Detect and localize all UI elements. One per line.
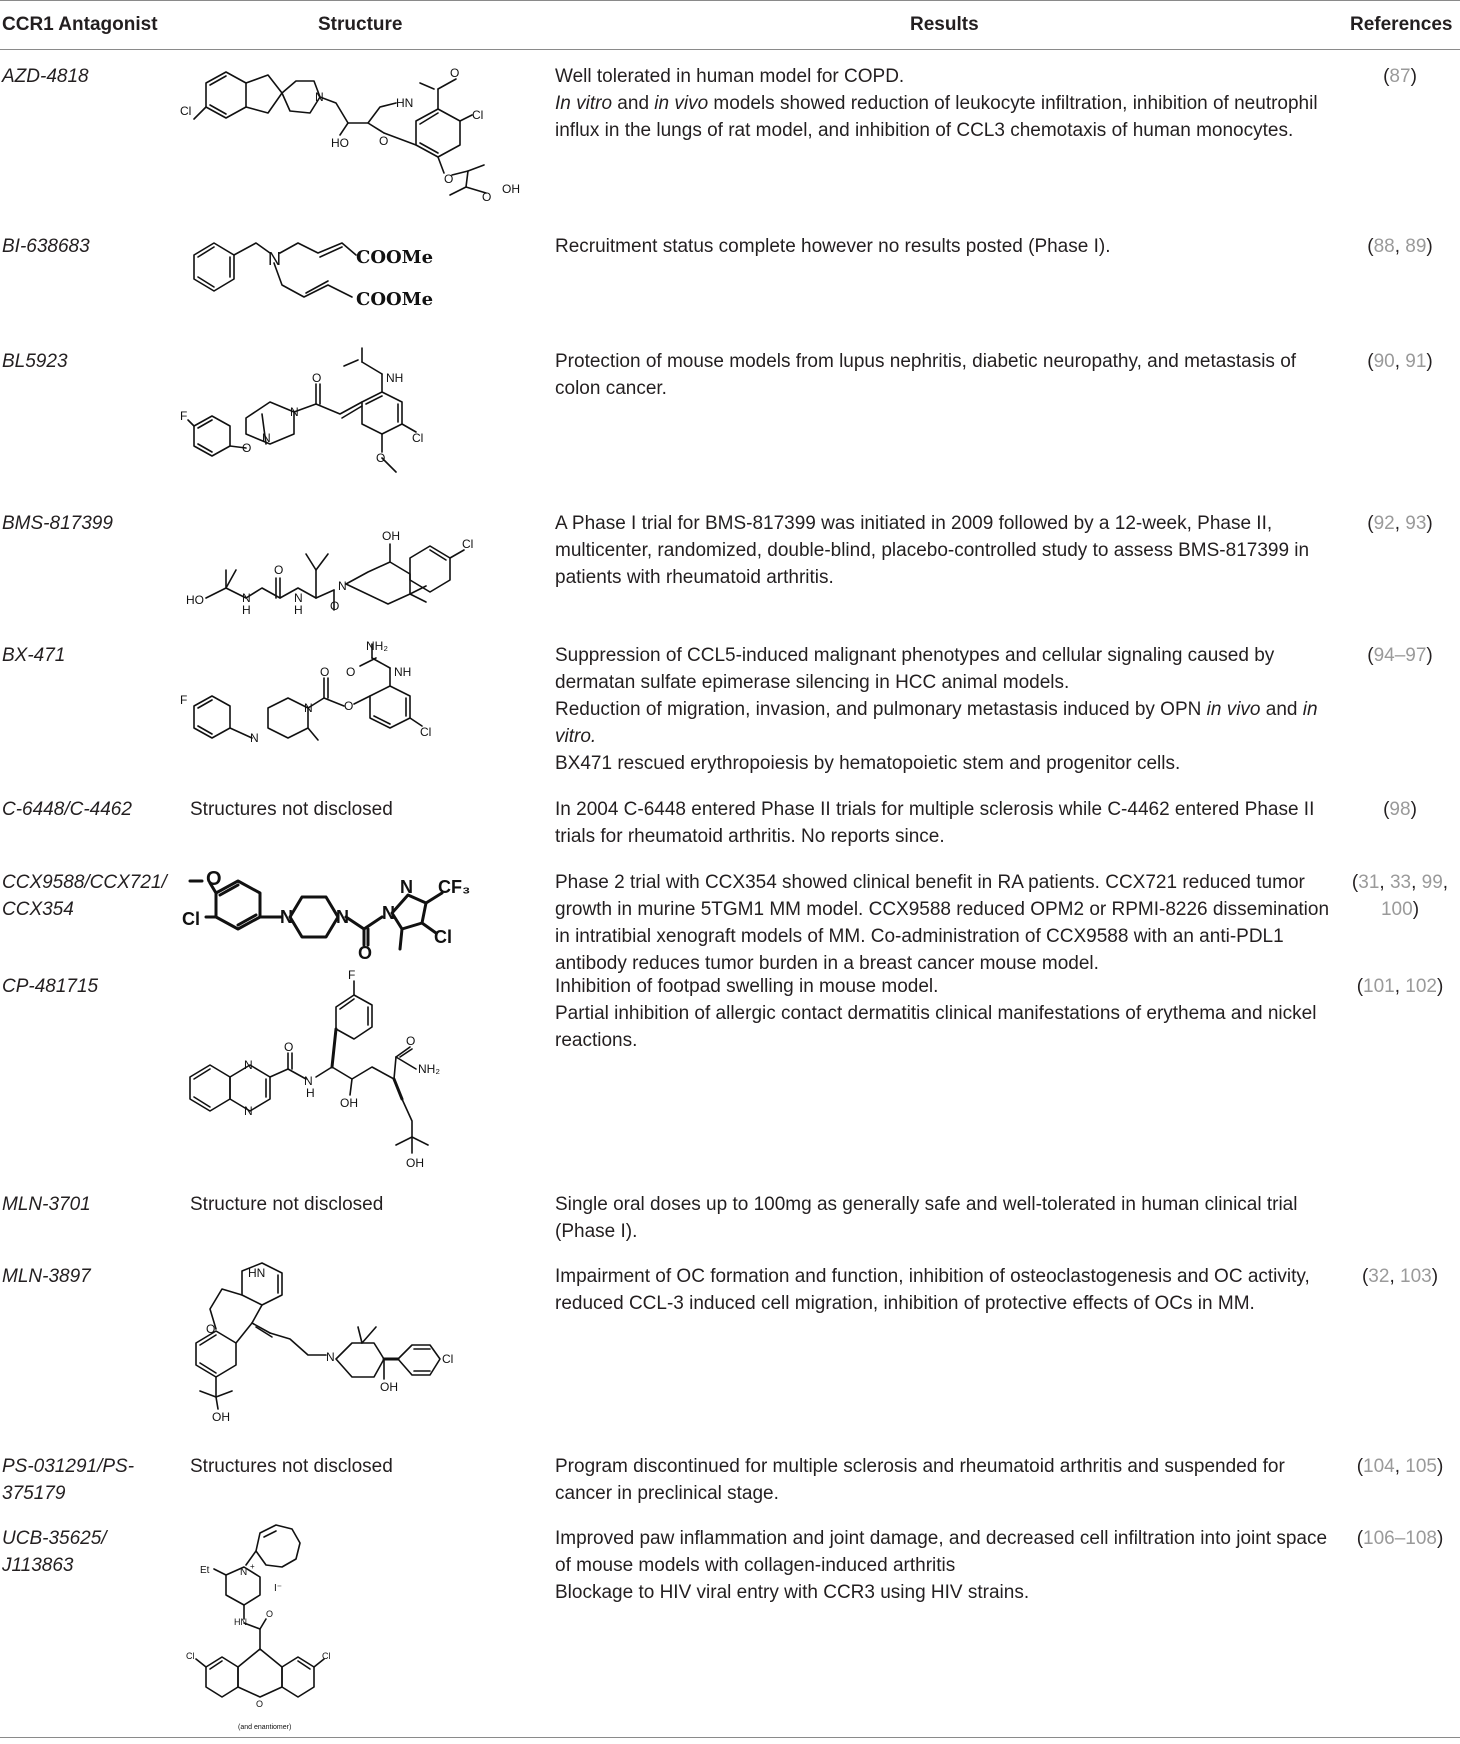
chem-label: Cl	[462, 537, 474, 551]
chem-label: HN	[248, 1266, 266, 1280]
result-text: Inhibition of footpad swelling in mouse model.	[555, 976, 939, 997]
result-text: A Phase I trial for BMS-817399 was initiated in 2009 followed by a 12-week, Phase II, multicenter, randomized, double-blind, placebo-controlled study to assess BMS-817399 in patients with rheumatoid arthritis.	[555, 513, 1310, 588]
chem-label: Cl	[434, 927, 452, 947]
references-cell: (98)	[1383, 799, 1417, 820]
antagonist-name: AZD-4818	[2, 66, 89, 87]
chem-label: N	[250, 731, 259, 745]
chemical-structure-ucb-35625	[186, 1525, 546, 1735]
chem-label: O	[330, 599, 340, 613]
result-text: Improved paw inflammation and joint damage, and decreased cell infiltration into joint space of mouse models with collagen-induced arthritis	[555, 1528, 1328, 1576]
results-cell	[555, 796, 1335, 850]
chemical-structure-bi-638683	[186, 233, 546, 313]
result-text: In 2004 C-6448 entered Phase II trials for multiple sclerosis while C-4462 entered Phase II trials for rheumatoid arthritis. No reports since.	[555, 799, 1315, 847]
structure-azd-4818	[180, 63, 546, 211]
antagonist-name: CP-481715	[2, 976, 99, 997]
chem-label: H	[242, 603, 251, 617]
structure-mln-3897	[186, 1263, 546, 1431]
chem-label: OH	[406, 1156, 424, 1170]
results-cell	[555, 510, 1335, 591]
antagonist-name: BL5923	[2, 351, 68, 372]
structure-ccx	[182, 868, 546, 977]
chemical-structure-mln-3897	[186, 1263, 546, 1423]
top-rule	[0, 0, 1460, 1]
reference-link[interactable]: 90	[1373, 351, 1395, 372]
antagonist-name: BI-638683	[2, 236, 90, 257]
results-cell	[555, 1525, 1335, 1606]
chem-label: OH	[340, 1096, 358, 1110]
references-cell: (92, 93)	[1367, 513, 1433, 534]
chem-label: Cl	[322, 1651, 331, 1661]
result-text: Blockage to HIV viral entry with CCR3 using HIV strains.	[555, 1582, 1030, 1603]
chem-label: Et	[200, 1565, 210, 1576]
chem-label: O	[274, 563, 284, 577]
reference-link[interactable]: 105	[1405, 1456, 1437, 1477]
chem-label: I⁻	[274, 1583, 283, 1594]
chem-label: N	[294, 591, 303, 605]
chem-label: CF₃	[438, 877, 471, 897]
chem-label: N	[315, 90, 324, 104]
chem-label: Cl	[180, 104, 192, 118]
chem-label: OH	[212, 1410, 230, 1424]
header-antagonist: CCR1 Antagonist	[2, 14, 158, 35]
result-text: Reduction of migration, invasion, and pulmonary metastasis induced by OPN in vivo and in vitro.	[555, 699, 1318, 747]
chem-label: Cl	[182, 909, 200, 929]
chem-label: HO	[186, 593, 204, 607]
result-text: Suppression of CCL5-induced malignant phenotypes and cellular signaling caused by dermatan sulfate epimerase silencing in HCC animal models.	[555, 645, 1275, 693]
chem-label: N	[400, 877, 413, 897]
chem-label: N	[290, 405, 299, 419]
chem-label: O	[312, 371, 322, 385]
chemical-structure-azd-4818	[180, 63, 546, 204]
structure-bi-638683	[186, 233, 546, 321]
reference-link[interactable]: 101	[1363, 976, 1395, 997]
structure-text: Structure not disclosed	[190, 1194, 384, 1215]
antagonist-name: MLN-3897	[2, 1266, 91, 1287]
chem-label: O	[376, 451, 386, 465]
chem-label: O	[406, 1034, 416, 1048]
chem-label: N	[244, 1104, 253, 1118]
results-cell	[555, 348, 1335, 402]
chemical-structure-bl5923	[180, 348, 546, 478]
structure-bl5923	[180, 348, 546, 486]
antagonist-name: C-6448/C-4462	[2, 799, 132, 820]
antagonist-name: MLN-3701	[2, 1194, 91, 1215]
chem-label: HN	[396, 96, 414, 110]
chem-label: N	[240, 1567, 248, 1578]
results-cell	[555, 642, 1335, 777]
chem-label: O	[358, 943, 373, 963]
result-text: BX471 rescued erythropoiesis by hematopoietic stem and progenitor cells.	[555, 753, 1181, 774]
chem-label: F	[180, 409, 188, 423]
chem-label: O	[444, 172, 454, 186]
structure-ucb-35625	[186, 1525, 546, 1743]
result-text: Recruitment status complete however no results posted (Phase I).	[555, 236, 1111, 257]
header-rule	[0, 49, 1460, 50]
chem-label: N	[338, 579, 347, 593]
references-cell: (32, 103)	[1361, 1266, 1439, 1287]
references-cell: (101, 102)	[1356, 976, 1444, 997]
chem-label: O	[266, 1609, 274, 1619]
result-text: Single oral doses up to 100mg as generally safe and well-tolerated in human clinical trial (Phase I).	[555, 1194, 1298, 1242]
reference-link[interactable]: 89	[1405, 236, 1427, 257]
antagonist-name: PS-031291/PS-375179	[2, 1456, 135, 1504]
chem-label: N	[382, 903, 395, 923]
chem-label: N	[304, 1074, 313, 1088]
structure-bms-817399	[186, 510, 546, 618]
chem-label: O	[206, 868, 222, 890]
chem-label: NH₂	[418, 1062, 440, 1076]
references-cell: (106–108)	[1356, 1528, 1444, 1549]
chem-label: Cl	[442, 1352, 454, 1366]
results-cell	[555, 1263, 1335, 1317]
chem-label: Cl	[420, 725, 432, 739]
results-cell	[555, 1453, 1335, 1507]
result-text: Phase 2 trial with CCX354 showed clinical benefit in RA patients. CCX721 reduced tumor growth in murine 5TGM1 MM model. CCX9588 reduced OPM2 or RPMI-8226 dissemination in intratibial xenograft models of MM. Co-administration of CCX9588 with an anti-PDL1 antibody reduces tumor burden in a breast cancer mouse model.	[555, 872, 1330, 974]
chem-label: NH	[386, 371, 404, 385]
header-references: References	[1350, 14, 1453, 35]
result-text: Impairment of OC formation and function, inhibition of osteoclastogenesis and OC activity, reduced CCL-3 induced cell migration, inhibition of protective effects of OCs in MM.	[555, 1266, 1310, 1314]
header-structure: Structure	[318, 14, 403, 35]
chem-label: H	[294, 603, 303, 617]
bottom-rule	[0, 1737, 1460, 1738]
results-cell	[555, 1191, 1335, 1245]
references-cell: (88, 89)	[1367, 236, 1433, 257]
chemical-structure-bms-817399	[186, 510, 546, 617]
structure-text: Structures not disclosed	[190, 799, 393, 820]
result-text: Protection of mouse models from lupus nephritis, diabetic neuropathy, and metastasis of colon cancer.	[555, 351, 1297, 399]
chem-label: (and enantiomer)	[238, 1724, 292, 1731]
reference-link[interactable]: 33	[1389, 872, 1412, 893]
chem-label: N	[280, 907, 293, 927]
chem-label: HO	[331, 136, 349, 150]
chem-label: O	[346, 665, 356, 679]
chem-label: N	[336, 907, 349, 927]
chem-label: O	[450, 66, 460, 80]
result-text: Program discontinued for multiple sclerosis and rheumatoid arthritis and suspended for cancer in preclinical stage.	[555, 1456, 1285, 1504]
chem-label: O	[320, 665, 330, 679]
reference-link[interactable]: 87	[1389, 66, 1411, 87]
chemical-structure-cp-481715	[186, 968, 546, 1173]
antagonist-name: BX-471	[2, 645, 66, 666]
chem-label: O	[284, 1040, 294, 1054]
reference-link[interactable]: 104	[1363, 1456, 1395, 1477]
chemical-structure-bx-471	[180, 639, 546, 762]
reference-link[interactable]: 32	[1368, 1266, 1390, 1287]
results-cell	[555, 233, 1335, 260]
reference-link[interactable]: 102	[1405, 976, 1437, 997]
chem-label: OH	[380, 1380, 398, 1394]
header-results: Results	[910, 14, 979, 35]
chem-label: H	[306, 1086, 315, 1100]
chem-label: N	[262, 431, 271, 445]
chem-label: NH₂	[366, 639, 388, 653]
chem-label: HN	[234, 1617, 247, 1627]
chem-label: Cl	[186, 1651, 195, 1661]
references-cell: (31, 33, 99, 100)	[1351, 872, 1449, 920]
chem-label: F	[180, 693, 188, 707]
chem-label: N	[304, 701, 313, 715]
reference-link[interactable]: 98	[1389, 799, 1411, 820]
chem-label: F	[348, 968, 356, 982]
chem-label: Cl	[472, 108, 484, 122]
reference-link[interactable]: 88	[1373, 236, 1395, 257]
chem-label: O	[256, 1699, 264, 1709]
chemical-structure-ccx	[182, 868, 546, 969]
reference-link[interactable]: 91	[1405, 351, 1427, 372]
chem-label: OH	[502, 182, 520, 196]
chem-label: COOMe	[356, 289, 434, 310]
chem-label: N	[268, 249, 281, 269]
reference-link[interactable]: 31	[1358, 872, 1380, 893]
chem-label: Cl	[412, 431, 424, 445]
antagonist-name: CCX9588/CCX721/ CCX354	[2, 872, 167, 920]
reference-link[interactable]: 99	[1421, 872, 1443, 893]
reference-link[interactable]: 94–97	[1373, 645, 1427, 666]
reference-link[interactable]: 106–108	[1363, 1528, 1437, 1549]
chem-label: O	[379, 134, 389, 148]
reference-link[interactable]: 92	[1373, 513, 1395, 534]
references-cell: (104, 105)	[1356, 1456, 1444, 1477]
chem-label: OH	[382, 529, 400, 543]
structure-cp-481715	[186, 968, 546, 1181]
chem-label: N	[244, 1058, 253, 1072]
results-cell	[555, 973, 1335, 1054]
results-cell	[555, 869, 1335, 977]
reference-link[interactable]: 103	[1400, 1266, 1432, 1287]
structure-text: Structures not disclosed	[190, 1456, 393, 1477]
chem-label: NH	[394, 665, 412, 679]
chem-label: N	[326, 1350, 335, 1364]
chem-label: COOMe	[356, 247, 434, 268]
chem-label: +	[250, 1562, 255, 1571]
antagonist-name: UCB-35625/ J113863	[2, 1528, 107, 1576]
chem-label: N	[242, 591, 251, 605]
result-text: Well tolerated in human model for COPD.	[555, 66, 905, 87]
chem-label: O	[206, 1322, 216, 1336]
reference-link[interactable]: 93	[1405, 513, 1427, 534]
antagonist-name: BMS-817399	[2, 513, 113, 534]
result-text: Partial inhibition of allergic contact dermatitis clinical manifestations of erythema and nickel reactions.	[555, 1003, 1317, 1051]
references-cell: (94–97)	[1367, 645, 1433, 666]
chem-label: O	[482, 190, 492, 204]
structure-bx-471	[180, 639, 546, 770]
results-cell	[555, 63, 1335, 144]
reference-link[interactable]: 100	[1380, 899, 1413, 920]
chem-label: O	[344, 699, 354, 713]
references-cell: (90, 91)	[1367, 351, 1433, 372]
result-text: In vitro and in vivo models showed reduction of leukocyte infiltration, inhibition of neutrophil influx in the lungs of rat model, and inhibition of CCL3 chemotaxis of human monocytes.	[555, 93, 1318, 141]
references-cell: (87)	[1383, 66, 1417, 87]
chem-label: O	[242, 441, 252, 455]
